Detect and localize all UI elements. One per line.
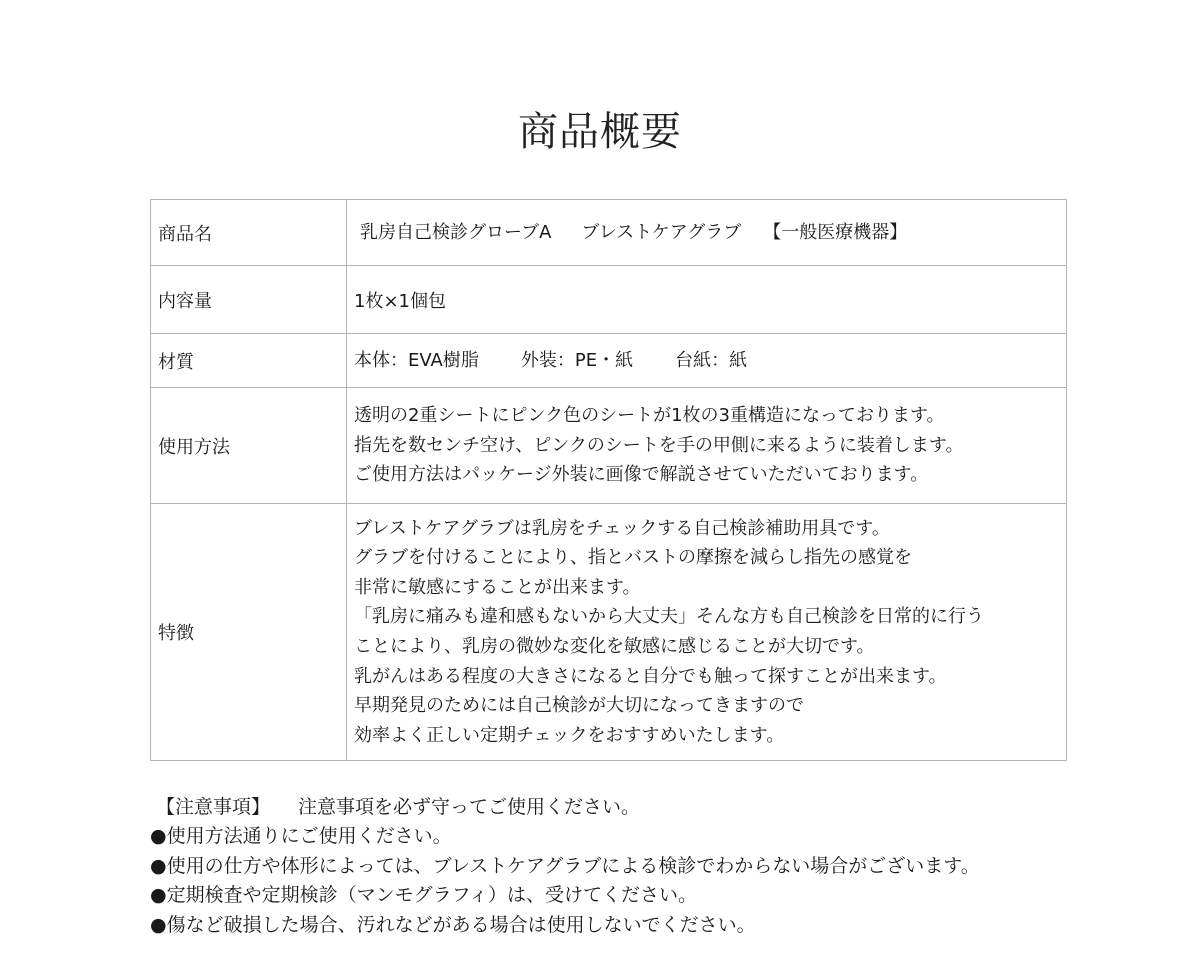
label-features: 特徴 xyxy=(151,504,347,761)
table-row-usage xyxy=(151,388,1067,504)
device-category-text: 【一般医療機器】 xyxy=(763,221,908,243)
material-mount-text: 台紙：紙 xyxy=(675,349,748,371)
precaution-item: ●使用方法通りにご使用ください。 xyxy=(150,825,452,848)
precautions-header xyxy=(150,793,1190,822)
usage-line: 指先を数センチ空け、ピンクのシートを手の甲側に来るように装着します。 xyxy=(354,434,964,456)
value-product-name xyxy=(347,200,1067,266)
value-volume: 1枚×1個包 xyxy=(347,266,1067,334)
feature-line: ブレストケアグラブは乳房をチェックする自己検診補助用具です。 xyxy=(354,517,890,539)
usage-line: 透明の2重シートにピンク色のシートが1枚の3重構造になっております。 xyxy=(354,405,945,427)
page-title: 商品概要 xyxy=(518,109,682,155)
product-name-text: 乳房自己検診グローブA xyxy=(360,221,552,243)
table-row-volume xyxy=(151,266,1067,334)
feature-line: 効率よく正しい定期チェックをおすすめいたします。 xyxy=(354,724,785,746)
precaution-item: ●使用の仕方や体形によっては、ブレストケアグラブによる検診でわからない場合がございます。 xyxy=(150,854,980,877)
brand-name-text: ブレストケアグラブ xyxy=(581,221,742,243)
value-features xyxy=(347,504,1067,761)
table-row-product-name xyxy=(151,200,1067,266)
material-body-text: 本体：EVA樹脂 xyxy=(354,349,479,371)
precautions-heading: 【注意事項】 xyxy=(156,796,271,818)
feature-line: 乳がんはある程度の大きさになると自分でも触って探すことが出来ます。 xyxy=(354,665,947,687)
feature-line: 非常に敏感にすることが出来ます。 xyxy=(354,576,641,598)
label-usage: 使用方法 xyxy=(151,388,347,504)
label-material: 材質 xyxy=(151,334,347,388)
precaution-item: ●傷など破損した場合、汚れなどがある場合は使用しないでください。 xyxy=(150,913,756,936)
precautions-intro: 注意事項を必ず守ってご使用ください。 xyxy=(298,796,641,818)
material-outer-text: 外装：PE・紙 xyxy=(520,349,634,371)
table-row-material xyxy=(151,334,1067,388)
feature-line: 早期発見のためには自己検診が大切になってきますので xyxy=(354,695,804,717)
precaution-item: ●定期検査や定期検診（マンモグラフィ）は、受けてください。 xyxy=(150,884,698,907)
feature-line: 「乳房に痛みも違和感もないから大丈夫」そんな方も自己検診を日常的に行う xyxy=(354,606,984,628)
feature-line: グラブを付けることにより、指とバストの摩擦を減らし指先の感覚を xyxy=(354,547,912,569)
precautions-section xyxy=(150,793,1190,940)
label-volume: 内容量 xyxy=(151,266,347,334)
table-row-features xyxy=(151,504,1067,761)
usage-line: ご使用方法はパッケージ外装に画像で解説させていただいております。 xyxy=(354,464,929,486)
label-product-name: 商品名 xyxy=(151,200,347,266)
value-usage xyxy=(347,388,1067,504)
value-material xyxy=(347,334,1067,388)
product-spec-table xyxy=(150,199,1067,761)
feature-line: ことにより、乳房の微妙な変化を敏感に感じることが大切です。 xyxy=(354,636,875,657)
